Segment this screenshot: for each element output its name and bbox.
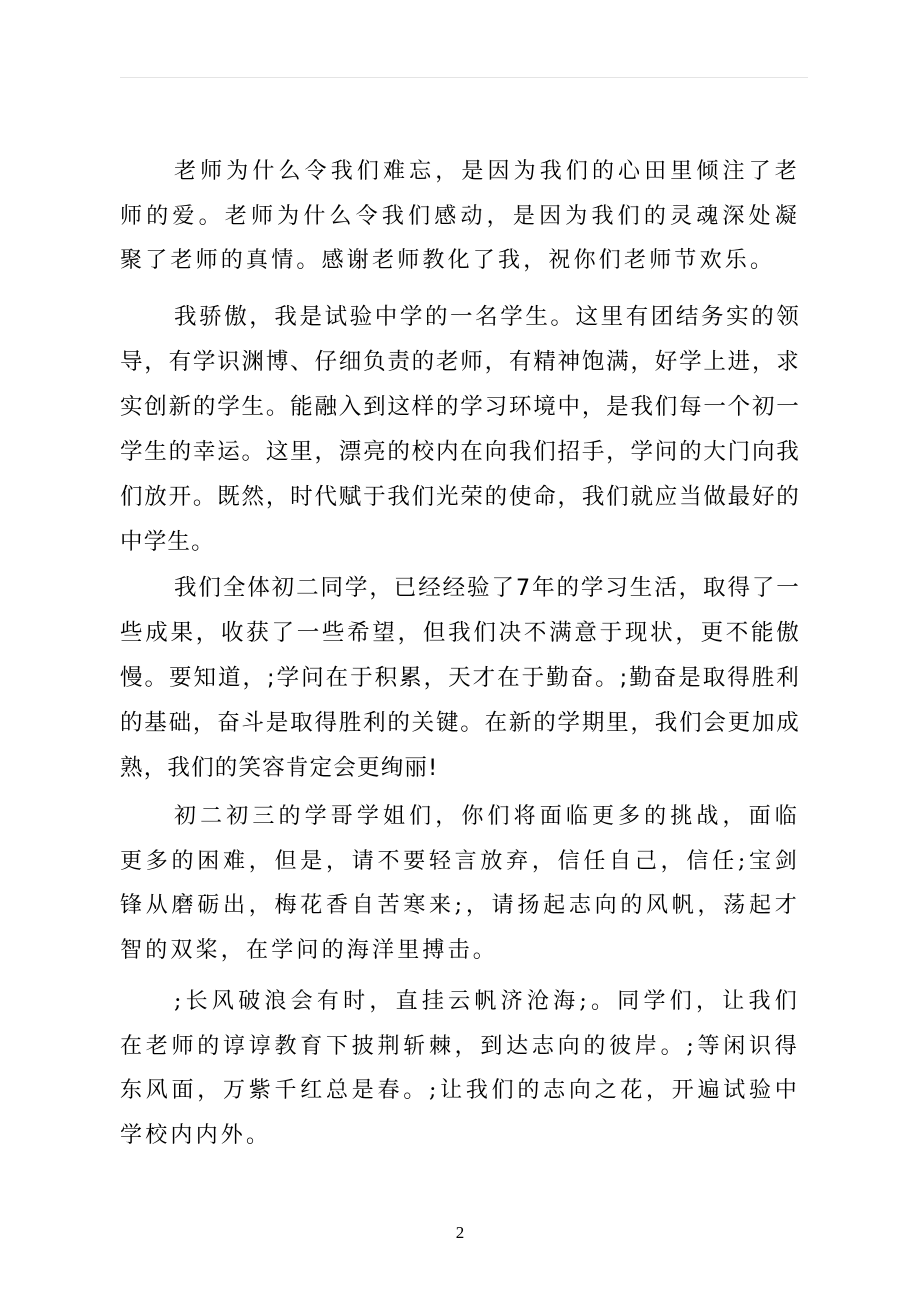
page-number: 2 <box>455 1223 465 1242</box>
header-rule <box>120 77 808 78</box>
paragraph-1: 老师为什么令我们难忘，是因为我们的心田里倾注了老师的爱。老师为什么令我们感动，是因为我们的灵魂深处凝聚了老师的真情。感谢老师教化了我，祝你们老师节欢乐。 <box>120 159 800 273</box>
paragraph-5: ;长风破浪会有时，直挂云帆济沧海;。同学们，让我们在老师的谆谆教育下披荆斩棘，到达志向的彼岸。;等闲识得东风面，万紫千红总是春。;让我们的志向之花，开遍试验中学校内内外。 <box>120 989 800 1148</box>
paragraph-4: 初二初三的学哥学姐们，你们将面临更多的挑战，面临更多的困难，但是，请不要轻言放弃，信任自己，信任;宝剑锋从磨砺出，梅花香自苦寒来;，请扬起志向的风帆，荡起才智的双桨，在学问的海洋里搏击。 <box>120 804 800 963</box>
paragraph-2: 我骄傲，我是试验中学的一名学生。这里有团结务实的领导，有学识渊博、仔细负责的老师，有精神饱满，好学上进，求实创新的学生。能融入到这样的学习环境中，是我们每一个初一学生的幸运。这里，漂亮的校内在向我们招手，学问的大门向我们放开。既然，时代赋于我们光荣的使命，我们就应当做最好的中学生。 <box>120 304 800 555</box>
paragraph-3: 我们全体初二同学，已经经验了7年的学习生活，取得了一些成果，收获了一些希望，但我们决不满意于现状，更不能傲慢。要知道，;学问在于积累，天才在于勤奋。;勤奋是取得胜利的基础，奋斗是取得胜利的关键。在新的学期里，我们会更加成熟，我们的笑容肯定会更绚丽! <box>120 575 800 781</box>
